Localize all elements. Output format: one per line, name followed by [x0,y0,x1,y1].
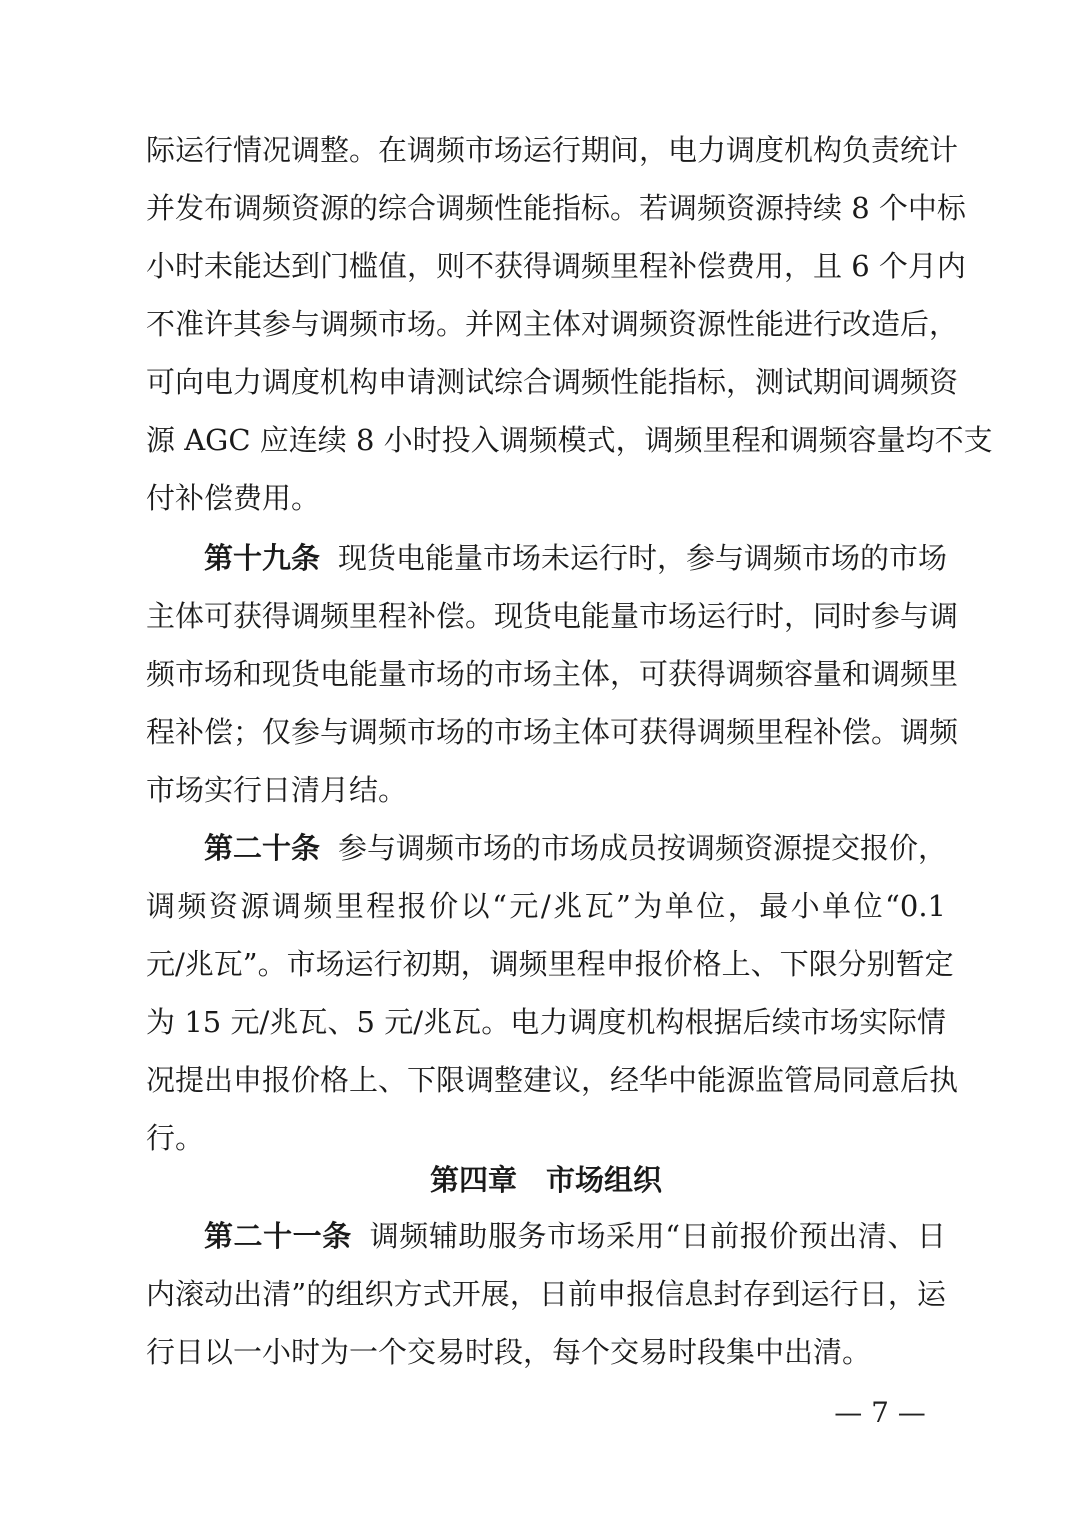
text-line: 市场实行日清月结。 [146,773,408,807]
text-line: 可向电力调度机构申请测试综合调频性能指标，测试期间调频资 [146,365,959,399]
article-19-label: 第十九条 [204,541,321,575]
text-line: 调频资源调频里程报价以“元/兆瓦”为单位，最小单位“0.1 [146,889,946,923]
article-21-text: 调频辅助服务市场采用“日前报价预出清、日 [369,1219,946,1253]
text-line: 程补偿；仅参与调频市场的市场主体可获得调频里程补偿。调频 [146,715,959,749]
text-line: 付补偿费用。 [146,481,321,515]
text-line: 元/兆瓦”。市场运行初期，调频里程申报价格上、下限分别暂定 [146,947,954,981]
text-line: 际运行情况调整。在调频市场运行期间，电力调度机构负责统计 [146,133,959,167]
article-19-text: 现货电能量市场未运行时，参与调频市场的市场 [338,541,948,575]
text-line: 并发布调频资源的综合调频性能指标。若调频资源持续 8 个中标 [146,191,966,225]
text-line: 行。 [146,1121,205,1155]
text-line: 为 15 元/兆瓦、5 元/兆瓦。电力调度机构根据后续市场实际情 [146,1005,946,1039]
page-number: — 7 — [834,1396,926,1429]
article-21-label: 第二十一条 [204,1219,352,1253]
chapter-heading: 第四章 市场组织 [429,1163,662,1197]
text-line: 内滚动出清”的组织方式开展，日前申报信息封存到运行日，运 [146,1277,946,1311]
text-line: 小时未能达到门槛值，则不获得调频里程补偿费用，且 6 个月内 [146,249,966,283]
text-line: 频市场和现货电能量市场的市场主体，可获得调频容量和调频里 [146,657,959,691]
article-20-first-line [204,828,946,868]
text-line: 不准许其参与调频市场。并网主体对调频资源性能进行改造后， [146,307,959,341]
text-line: 源 AGC 应连续 8 小时投入调频模式，调频里程和调频容量均不支 [146,423,993,457]
article-20-text: 参与调频市场的市场成员按调频资源提交报价， [338,831,948,865]
article-20-label: 第二十条 [204,831,321,865]
text-line: 况提出申报价格上、下限调整建议，经华中能源监管局同意后执 [146,1063,959,1097]
article-21-first-line [204,1216,946,1256]
text-line: 主体可获得调频里程补偿。现货电能量市场运行时，同时参与调 [146,599,959,633]
article-19-first-line [204,538,946,578]
text-line: 行日以一小时为一个交易时段，每个交易时段集中出清。 [146,1335,872,1369]
